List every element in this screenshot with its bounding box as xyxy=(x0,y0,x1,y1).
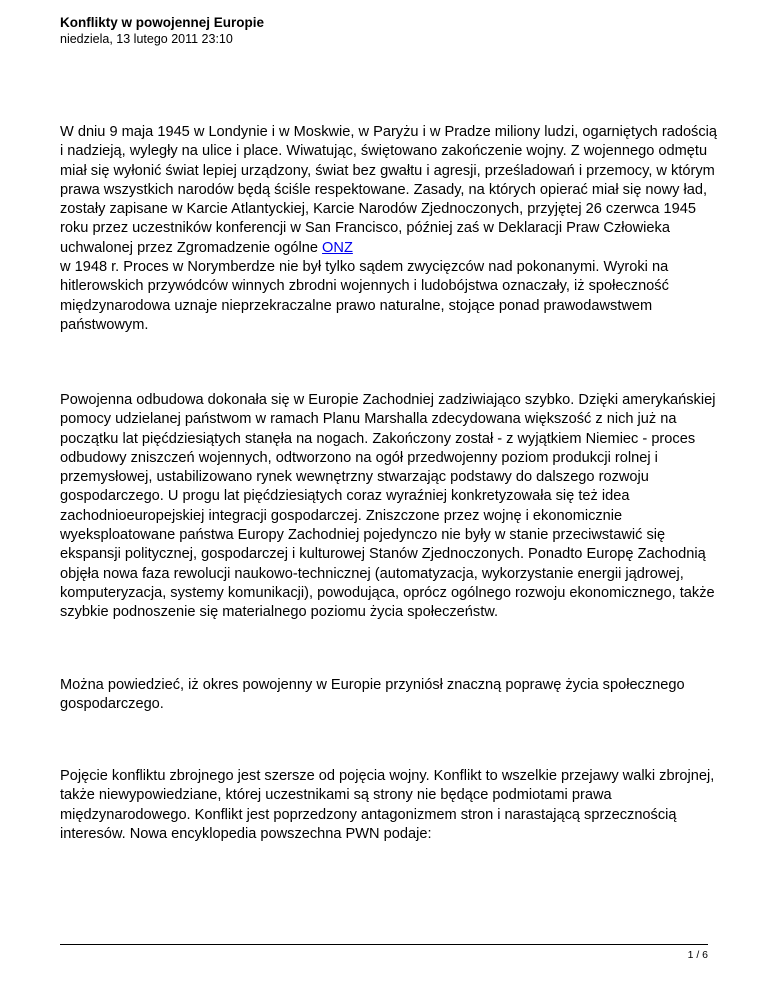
paragraph-1 xyxy=(60,123,720,335)
paragraph-1-text-a: W dniu 9 maja 1945 w Londynie i w Moskwie, w Paryżu i w Pradze miliony ludzi, ogarniętych radością i nadzieją, wyległy na ulice i place. Wiwatując, świętowano zakończenie wojny. Z wojennego odmętu miał się wyłonić świat lepiej urządzony, świat bez gwałtu i agresji, prześladowań i przemocy, w którym prawa wszystkich narodów będą ściśle respektowane. Zasady, na których opierać miał się nowy ład, zostały zapisane w Karcie Atlantyckiej, Karcie Narodów Zjednoczonych, przyjętej 26 czerwca 1945 roku przez uczestników konferencji w San Francisco, później zaś w Deklaracji Praw Człowieka uchwalonej przez Zgromadzenie ogólne xyxy=(60,124,718,256)
footer-divider xyxy=(60,944,708,945)
document-header xyxy=(60,15,264,47)
paragraph-4: Pojęcie konfliktu zbrojnego jest szersze od pojęcia wojny. Konflikt to wszelkie przejawy walki zbrojnej, także niewypowiedziane, której uczestnikami są strony nie będące podmiotami prawa międzynarodowego. Konflikt jest poprzedzony antagonizmem stron i narastającą sprzecznością interesów. Nowa encyklopedia powszechna PWN podaje: xyxy=(60,768,715,842)
document-title: Konflikty w powojennej Europie xyxy=(60,15,265,30)
document-date: niedziela, 13 lutego 2011 23:10 xyxy=(60,32,233,46)
page-number: 1 / 6 xyxy=(687,949,708,961)
paragraph-2: Powojenna odbudowa dokonała się w Europie Zachodniej zadziwiająco szybko. Dzięki amerykańskiej pomocy udzielanej państwom w ramach Planu Marshalla zdecydowana większość z nich już na początku lat pięćdziesiątych stanęła na nogach. Zakończony został - z wyjątkiem Niemiec - proces odbudowy zniszczeń wojennych, odtworzono na ogół przedwojenny poziom produkcji rolnej i przemysłowej, ustabilizowano rynek wewnętrzny stwarzając podstawy do dalszego rozwoju gospodarczego. U progu lat pięćdziesiątych coraz wyraźniej konkretyzowała się też idea zachodnioeuropejskiej integracji gospodarczej. Zniszczone przez wojnę i ekonomicznie wyeksploatowane państwa Europy Zachodniej pojedynczo nie były w stanie przeciwstawić się ekspansji politycznej, gospodarczej i kulturowej Stanów Zjednoczonych. Ponadto Europę Zachodnią objęła nowa faza rewolucji naukowo-technicznej (automatyzacja, wykorzystanie energii jądrowej, komputeryzacja, systemy komunikacji), powodująca, oprócz ogólnego rozwoju ekonomicznego, także szybkie podnoszenie się materialnego poziomu życia społeczeństw. xyxy=(60,392,716,621)
onz-link[interactable]: ONZ xyxy=(322,239,353,256)
paragraph-3: Można powiedzieć, iż okres powojenny w Europie przyniósł znaczną poprawę życia społecznego gospodarczego. xyxy=(60,677,685,713)
paragraph-1-text-b: w 1948 r. Proces w Norymberdze nie był tylko sądem zwycięzców nad pokonanymi. Wyroki na hitlerowskich przywódców winnych zbrodni wojennych i ludobójstwa oznaczały, iż społeczność międzynarodowa uznaje nieprzekraczalne prawo naturalne, stojące ponad prawodawstwem państwowym. xyxy=(60,259,669,333)
